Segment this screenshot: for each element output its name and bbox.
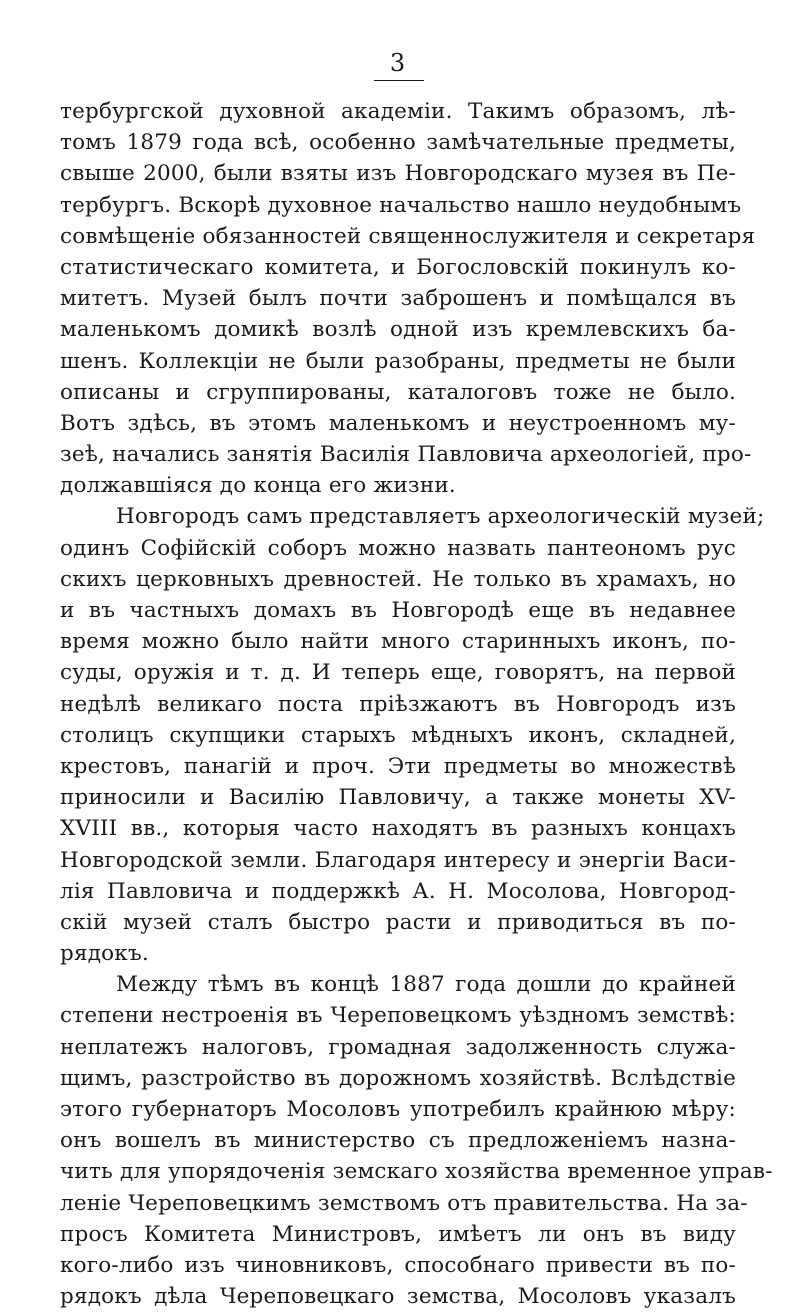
text-line: маленькомъ домикѣ возлѣ одной изъ кремлевскихъ ба- [60,317,736,343]
text-line: одинъ Софійскій соборъ можно назвать пантеономъ рус [60,535,736,561]
text-line: лія Павловича и поддержкѣ А. Н. Мосолова, Новгород- [60,878,736,904]
text-line: тербургской духовной академіи. Такимъ образомъ, лѣ- [60,99,736,124]
text-line: степени нестроенія въ Череповецкомъ уѣздномъ земствѣ: [60,1003,736,1029]
text-line: время можно было найти много старинныхъ иконъ, по- [60,629,736,655]
body-text [60,96,773,1312]
text-line: рядокъ дѣла Череповецкаго земства, Мосоловъ указалъ [60,1284,736,1310]
text-line: скихъ церковныхъ древностей. Не только въ храмахъ, но [60,566,736,592]
text-line: статистическаго комитета, и Богословскій покинулъ ко- [60,254,736,280]
text-line: чить для упорядоченія земскаго хозяйства временное управ- [60,1159,773,1185]
text-line: и въ частныхъ домахъ въ Новгородѣ еще въ недавнее [60,598,736,623]
text-line: митетъ. Музей былъ почти заброшенъ и помѣщался въ [60,286,736,312]
text-line: рядокъ. [60,941,149,967]
text-line: леніе Череповецкимъ земствомъ отъ правительства. На за- [60,1190,748,1216]
text-line: свыше 2000, были взяты изъ Новгородскаго музея въ Пе- [60,161,736,187]
page-number: 3 [389,49,406,77]
text-line: описаны и сгруппированы, каталоговъ тоже не было. [60,379,736,405]
text-line: просъ Комитета Министровъ, имѣетъ ли онъ въ виду [60,1221,736,1247]
text-line: должавшіяся до конца его жизни. [60,473,456,499]
text-line: зеѣ, начались занятія Василія Павловича археологіей, про- [60,442,752,468]
text-line: щимъ, разстройство въ дорожномъ хозяйствѣ. Вслѣдствіе [60,1065,736,1091]
text-line: скій музей сталъ быстро расти и приводиться въ по- [60,909,736,935]
text-line: столицъ скупщики старыхъ мѣдныхъ иконъ, складней, [60,722,736,748]
text-line: онъ вошелъ въ министерство съ предложеніемъ назна- [60,1128,736,1154]
text-line: недѣлѣ великаго поста пріѣзжаютъ въ Новгородъ изъ [60,691,736,717]
page-number-rule [374,80,424,81]
text-line: Между тѣмъ въ концѣ 1887 года дошли до крайней [116,972,736,998]
text-line: этого губернаторъ Мосоловъ употребилъ крайнюю мѣру: [60,1097,736,1122]
text-line: XVIII вв., которыя часто находятъ въ разныхъ концахъ [60,816,736,842]
text-line: шенъ. Коллекціи не были разобраны, предметы не были [60,348,736,374]
text-line: крестовъ, панагій и проч. Эти предметы во множествѣ [60,753,736,779]
text-line: приносили и Василію Павловичу, а также монеты XV- [60,785,736,811]
text-line: Новгородской земли. Благодаря интересу и энергіи Васи- [60,847,736,873]
text-line: неплатежъ налоговъ, громадная задолженность служа- [60,1034,736,1060]
text-line: совмѣщеніе обязанностей священнослужителя и секретаря [60,223,756,249]
text-line: Вотъ здѣсь, въ этомъ маленькомъ и неустроенномъ му- [60,410,736,436]
text-line: Новгородъ самъ представляетъ археологическій музей; [116,504,765,530]
text-line: тербургъ. Вскорѣ духовное начальство нашло неудобнымъ [60,192,742,218]
text-line: суды, оружія и т. д. И теперь еще, говорятъ, на первой [60,660,736,686]
text-line: томъ 1879 года всѣ, особенно замѣчательные предметы, [60,130,736,156]
text-line: кого-либо изъ чиновниковъ, способнаго привести въ по- [60,1252,736,1278]
